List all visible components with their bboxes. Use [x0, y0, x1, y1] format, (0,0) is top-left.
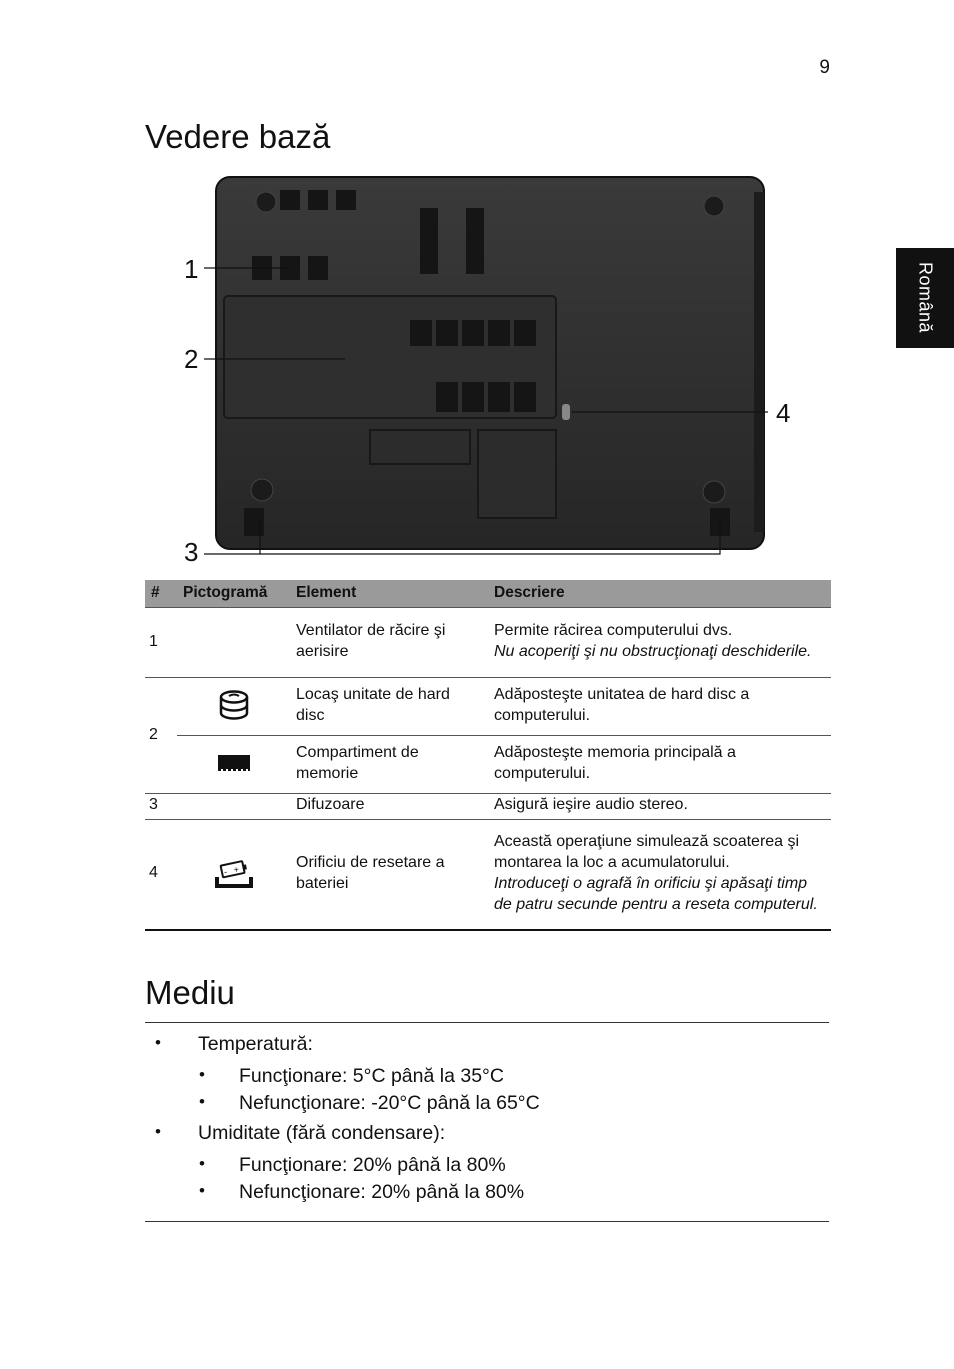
callout-1: 1 — [184, 254, 199, 284]
callout-2: 2 — [184, 344, 199, 374]
laptop-bottom-illustration — [180, 172, 800, 567]
description-note: Introduceţi o agrafă în orificiu şi apăsaţi timp de patru secunde pentru a reseta computerul. — [494, 874, 818, 913]
description-text: Permite răcirea computerului dvs. — [494, 622, 733, 640]
battery-reset-icon — [177, 820, 290, 930]
row-number: 1 — [145, 608, 177, 678]
table-row — [145, 820, 831, 930]
components-table — [145, 580, 831, 931]
language-tab — [896, 248, 954, 348]
column-header-number: # — [145, 580, 177, 608]
row-description — [488, 608, 831, 678]
row-element: Compartiment de memorie — [290, 736, 488, 794]
row-description — [488, 820, 831, 930]
bullet: • — [155, 1033, 161, 1052]
list-item — [145, 1065, 829, 1088]
humidity-non-operating: Nefuncţionare: 20% până la 80% — [239, 1181, 525, 1203]
bullet: • — [199, 1154, 205, 1173]
list-item — [145, 1122, 829, 1145]
humidity-label: Umiditate (fără condensare): — [198, 1122, 446, 1144]
temperature-label: Temperatură: — [198, 1033, 313, 1055]
list-item — [145, 1092, 829, 1115]
memory-icon — [177, 736, 290, 794]
row-description: Asigură ieşire audio stereo. — [488, 794, 831, 820]
bullet: • — [155, 1122, 161, 1141]
hard-disk-icon — [177, 678, 290, 736]
speaker-left — [244, 508, 264, 536]
column-header-element: Element — [290, 580, 488, 608]
callout-4: 4 — [776, 398, 791, 428]
list-item — [145, 1181, 829, 1204]
table-row — [145, 678, 831, 736]
row-number: 3 — [145, 794, 177, 820]
svg-text:+: + — [232, 863, 240, 875]
section-title-base-view: Vedere bază — [145, 118, 331, 155]
table-row — [145, 794, 831, 820]
bullet: • — [199, 1065, 205, 1084]
language-tab-label: Română — [915, 262, 936, 334]
row-element: Ventilator de răcire şi aerisire — [290, 608, 488, 678]
row-icon-cell — [177, 608, 290, 678]
table-header-row — [145, 580, 831, 608]
row-element: Locaş unitate de hard disc — [290, 678, 488, 736]
description-text: Această operaţiune simulează scoaterea şi montarea la loc a acumulatorului. — [494, 833, 800, 871]
table-row — [145, 736, 831, 794]
row-description: Adăposteşte unitatea de hard disc a computerului. — [488, 678, 831, 736]
list-item — [145, 1154, 829, 1177]
row-element: Difuzoare — [290, 794, 488, 820]
row-number: 4 — [145, 820, 177, 930]
battery-reset-hole — [562, 404, 570, 420]
environment-list — [145, 1022, 829, 1222]
laptop-bottom-view-figure — [180, 172, 800, 567]
temperature-operating: Funcţionare: 5°C până la 35°C — [239, 1065, 504, 1087]
row-number: 2 — [145, 678, 177, 794]
table-row — [145, 608, 831, 678]
bullet: • — [199, 1092, 205, 1111]
list-item — [145, 1033, 829, 1056]
temperature-non-operating: Nefuncţionare: -20°C până la 65°C — [239, 1092, 540, 1114]
row-icon-cell — [177, 794, 290, 820]
svg-text:-: - — [222, 866, 228, 877]
callout-3: 3 — [184, 537, 199, 567]
humidity-operating: Funcţionare: 20% până la 80% — [239, 1154, 506, 1176]
row-element: Orificiu de resetare a bateriei — [290, 820, 488, 930]
page-number: 9 — [819, 57, 830, 78]
description-note: Nu acoperiţi şi nu obstrucţionaţi deschiderile. — [494, 643, 812, 660]
section-title-environment: Mediu — [145, 974, 235, 1011]
column-header-icon: Pictogramă — [177, 580, 290, 608]
bullet: • — [199, 1181, 205, 1200]
column-header-description: Descriere — [488, 580, 831, 608]
row-description: Adăposteşte memoria principală a computerului. — [488, 736, 831, 794]
